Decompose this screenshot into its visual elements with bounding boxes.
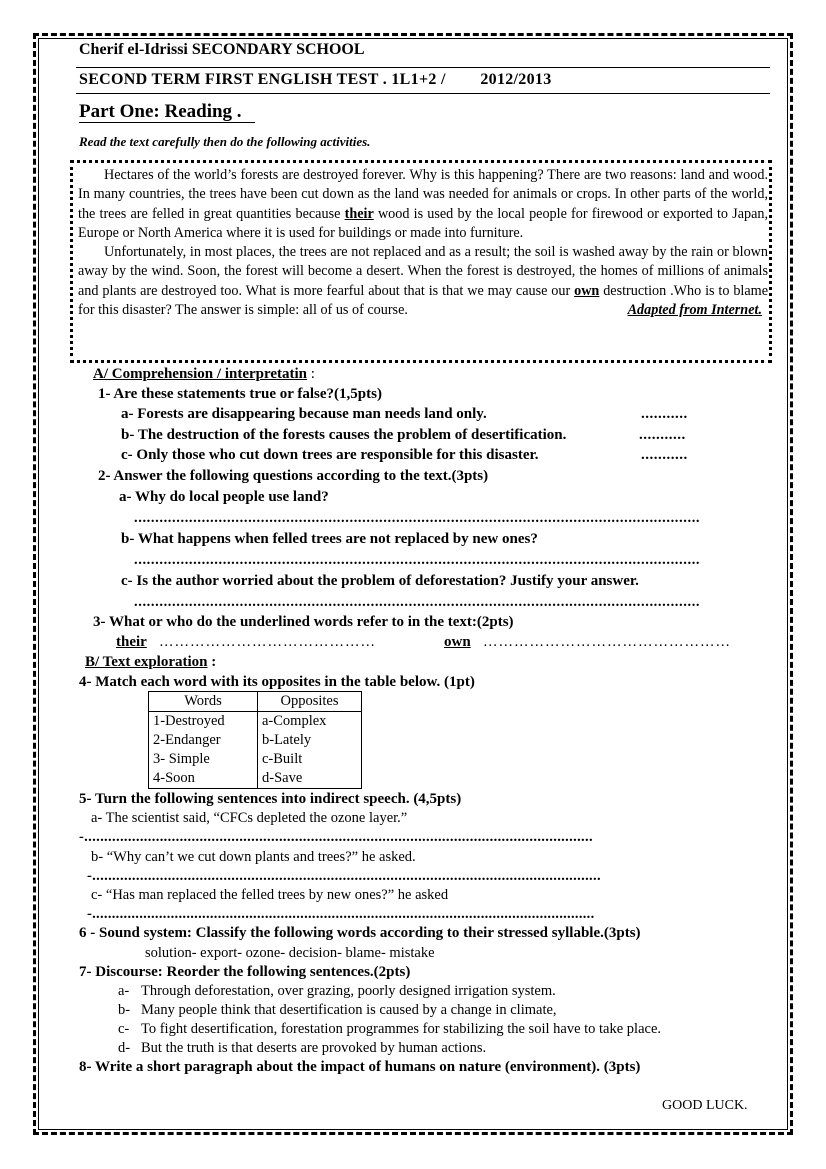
question-1-title: 1- Are these statements true or false?(1,5pts) (98, 386, 382, 402)
table-cell: 1-Destroyed (153, 713, 225, 729)
table-cell: 3- Simple (153, 751, 210, 767)
part-one-title: Part One: Reading . (79, 101, 242, 122)
question-3-title: 3- What or who do the underlined words refer to in the text:(2pts) (93, 614, 514, 630)
test-title (79, 71, 552, 89)
q5-answer-line-a[interactable]: -................................................................................................................................ (79, 829, 593, 845)
part-one-underline (79, 122, 255, 123)
q3-answer-own[interactable]: ………………………………………… (483, 634, 731, 650)
q2-question-c: c- Is the author worried about the problem of deforestation? Justify your answer. (121, 573, 639, 589)
opposites-column (258, 712, 362, 789)
school-year: 2012/2013 (480, 71, 552, 88)
table-cell: c-Built (262, 751, 303, 767)
closing-good-luck: GOOD LUCK. (662, 1098, 748, 1113)
q1-answer-blank-a[interactable]: ........... (641, 406, 688, 422)
q3-word-their: their (116, 634, 147, 650)
q2-answer-line-a[interactable]: ...................................................................................................................................... (134, 510, 701, 526)
header-rule-top (76, 67, 770, 68)
underlined-word-own: own (574, 282, 600, 299)
table-header-row (149, 692, 362, 712)
q7-item-d-letter: d- (118, 1040, 131, 1056)
table-cell: b-Lately (262, 732, 312, 748)
table-header-words: Words (149, 692, 258, 712)
matching-table (148, 691, 362, 789)
question-8-title: 8- Write a short paragraph about the impact of humans on nature (environment). (3pts) (79, 1059, 641, 1075)
table-cell: a-Complex (262, 713, 327, 729)
words-column (149, 712, 258, 789)
question-7-title: 7- Discourse: Reorder the following sentences.(2pts) (79, 964, 411, 980)
q2-answer-line-b[interactable]: ...................................................................................................................................... (134, 552, 701, 568)
section-b-title: B/ Text exploration : (85, 654, 217, 670)
q1-statement-c: c- Only those who cut down trees are responsible for this disaster. (121, 447, 539, 463)
q5-sentence-c: c- “Has man replaced the felled trees by new ones?” he asked (91, 887, 449, 903)
table-header-opposites: Opposites (258, 692, 362, 712)
test-title-text: SECOND TERM FIRST ENGLISH TEST . 1L1+2 / (79, 71, 446, 88)
q7-item-a-letter: a- (118, 983, 130, 999)
q2-question-b: b- What happens when felled trees are not replaced by new ones? (121, 531, 538, 547)
q1-answer-blank-c[interactable]: ........... (641, 447, 688, 463)
reading-instruction: Read the text carefully then do the following activities. (79, 134, 371, 149)
q5-sentence-b: b- “Why can’t we cut down plants and trees?” he asked. (91, 849, 416, 865)
passage-paragraph-2: Unfortunately, in most places, the trees are not replaced and as a result; the soil is washed away by the rain or blown away by the wind. Soon, the forest will become a desert. When the forest is destroyed, the homes of millions of animals and plants are destroyed too. What is more fearful about that is that we may cause our own destruction .Who is to blame for this disaster? The answer is simple: all of us of course. Adapted from Internet. (78, 243, 768, 320)
q1-statement-a: a- Forests are disappearing because man needs land only. (121, 406, 487, 422)
question-6-title: 6 - Sound system: Classify the following words according to their stressed syllable.(3pts) (79, 925, 641, 941)
q5-answer-line-b[interactable]: -................................................................................................................................ (87, 868, 601, 884)
table-cell: 2-Endanger (153, 732, 221, 748)
q6-word-list: solution- export- ozone- decision- blame- mistake (145, 945, 435, 961)
q7-item-c: To fight desertification, forestation programmes for stabilizing the soil have to take place. (141, 1021, 662, 1037)
reading-passage (78, 166, 768, 320)
table-cell: d-Save (262, 770, 303, 786)
passage-source: Adapted from Internet. (627, 302, 762, 319)
passage-paragraph-1: Hectares of the world’s forests are destroyed forever. Why is this happening? There are two reasons: land and wood. In many countries, the trees have been cut down as the land was needed for animals or crops. In other parts of the world, the trees are felled in great quantities because their wood is used by the local people for firewood or exported to Japan, Europe or North America where it is used for buildings or made into furniture. (78, 167, 769, 241)
q7-item-a: Through deforestation, over grazing, poorly designed irrigation system. (141, 983, 556, 999)
q5-answer-line-c[interactable]: -................................................................................................................................ (87, 906, 595, 922)
q3-word-own: own (444, 634, 471, 650)
q7-item-d: But the truth is that deserts are provoked by human actions. (141, 1040, 487, 1056)
underlined-word-their: their (344, 205, 374, 222)
q3-answer-their[interactable]: …………………………………… (159, 634, 376, 650)
section-a-title: A/ Comprehension / interpretatin : (93, 366, 315, 382)
question-5-title: 5- Turn the following sentences into indirect speech. (4,5pts) (79, 791, 462, 807)
q7-item-c-letter: c- (118, 1021, 130, 1037)
q2-answer-line-c[interactable]: ...................................................................................................................................... (134, 594, 701, 610)
q1-answer-blank-b[interactable]: ........... (639, 427, 686, 443)
q7-item-b: Many people think that desertification is caused by a change in climate, (141, 1002, 557, 1018)
header-rule-bottom (76, 93, 770, 94)
q1-statement-b: b- The destruction of the forests causes the problem of desertification. (121, 427, 567, 443)
q7-item-b-letter: b- (118, 1002, 131, 1018)
table-body (149, 712, 362, 789)
school-name: Cherif el-Idrissi SECONDARY SCHOOL (79, 41, 365, 58)
q5-sentence-a: a- The scientist said, “CFCs depleted the ozone layer.” (91, 810, 408, 826)
table-cell: 4-Soon (153, 770, 195, 786)
question-4-title: 4- Match each word with its opposites in the table below. (1pt) (79, 674, 475, 690)
question-2-title: 2- Answer the following questions according to the text.(3pts) (98, 468, 489, 484)
q2-question-a: a- Why do local people use land? (119, 489, 329, 505)
